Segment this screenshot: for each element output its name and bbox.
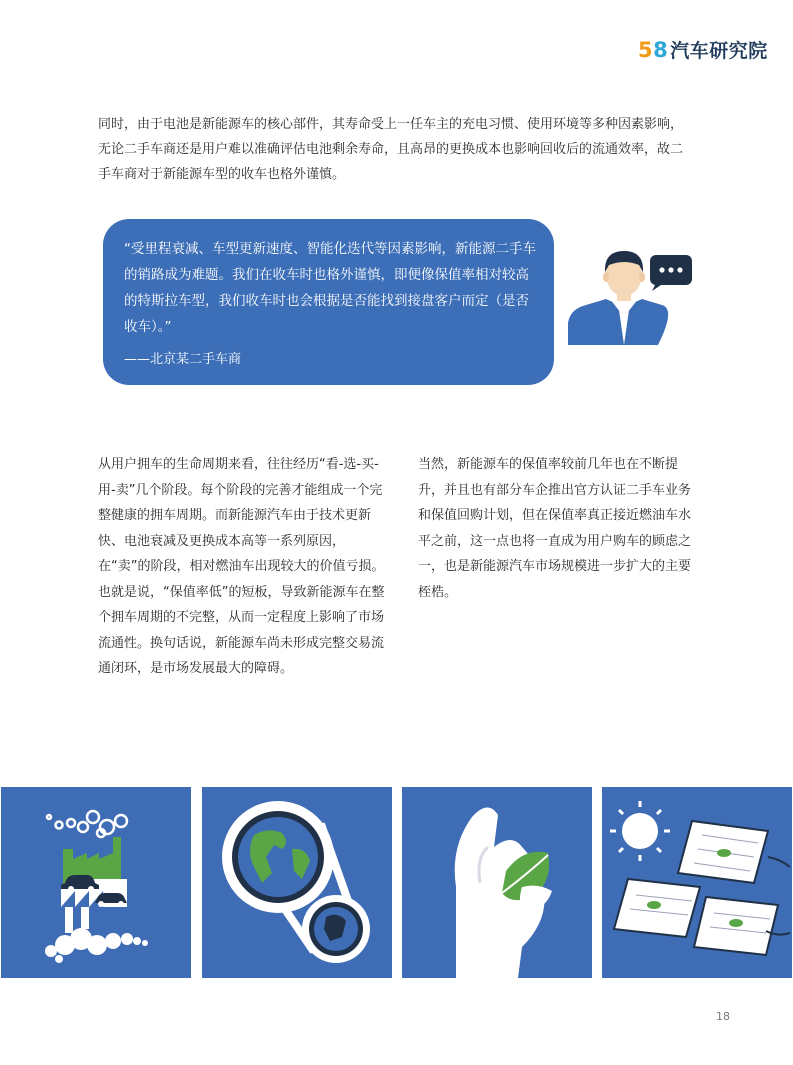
factory-car-icon	[1, 787, 191, 978]
illustration-gear-tile	[202, 787, 392, 978]
quote-text: “受里程衰减、车型更新速度、智能化迭代等因素影响，新能源二手车的销路成为难题。我们在收车时也格外谨慎，即便像保值率相对较高的特斯拉车型，我们收车时也会根据是否能找到接盘客户而定（是否收车）。”	[124, 241, 536, 335]
logo-text: 汽车研究院	[670, 40, 768, 62]
speech-bubble-icon	[650, 255, 692, 291]
brand-logo	[638, 36, 768, 63]
illustration-solar-tile	[602, 787, 792, 978]
intro-paragraph: 同时，由于电池是新能源车的核心部件，其寿命受上一任车主的充电习惯、使用环境等多种因素影响，无论二手车商还是用户难以准确评估电池剩余寿命，且高昂的更换成本也影响回收后的流通效率，故二手车商对于新能源车型的收车也格外谨慎。	[98, 117, 684, 182]
right-column-text: 当然，新能源车的保值率较前几年也在不断提升，并且也有部分车企推出官方认证二手车业务和保值回购计划，但在保值率真正接近燃油车水平之前，这一点也将一直成为用户购车的顾虑之一，也是新能源汽车市场规模进一步扩大的主要桎梏。	[418, 457, 692, 600]
sun-solar-panel-icon	[602, 787, 792, 978]
illustration-hand-tile	[402, 787, 592, 978]
hand-leaf-icon	[402, 787, 592, 978]
person-avatar-icon	[566, 245, 696, 345]
left-column-text: 从用户拥车的生命周期来看，往往经历“看-选-买-用-卖”几个阶段。每个阶段的完善才能组成一个完整健康的拥车周期。而新能源汽车由于技术更新快、电池衰减及更换成本高等一系列原因，在“卖”的阶段，相对燃油车出现较大的价值亏损。也就是说，“保值率低”的短板，导致新能源车在整个拥车周期的不完整，从而一定程度上影响了市场流通性。换句话说，新能源车尚未形成完整交易流通闭环，是市场发展最大的障碍。	[98, 457, 385, 676]
gear-globe-icon	[202, 787, 392, 978]
logo-digit-8: 8	[653, 38, 669, 62]
logo-digit-5: 5	[638, 38, 654, 62]
quote-source: ——北京某二手车商	[124, 352, 242, 367]
page-number: 18	[716, 1010, 730, 1023]
illustration-factory-tile	[1, 787, 191, 978]
